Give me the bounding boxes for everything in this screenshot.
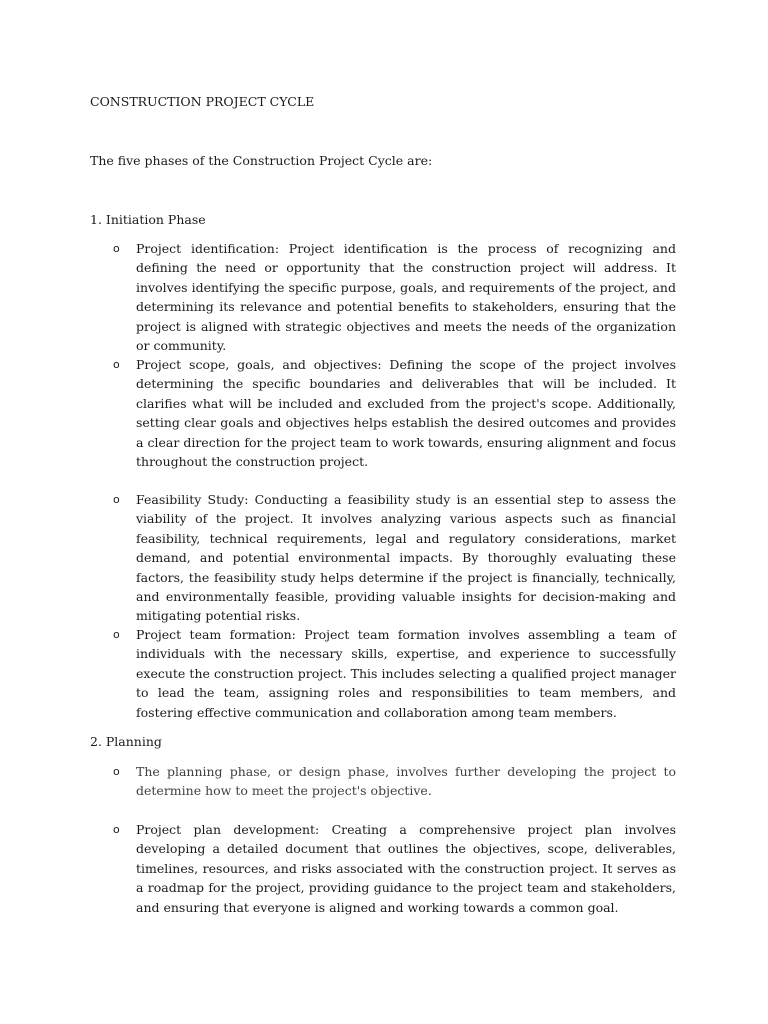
list-item: [110, 820, 676, 917]
list-item-text: Feasibility Study: Conducting a feasibility study is an essential step to assess the viability of the project. It involves analyzing various aspects such as financial feasibility, technical requirements, legal and regulatory considerations, market demand, and potential environmental impacts. By thoroughly evaluating these factors, the feasibility study helps determine if the project is financially, technically, and environmentally feasible, providing valuable insights for decision-making and mitigating potential risks.: [136, 492, 676, 624]
document-title: CONSTRUCTION PROJECT CYCLE: [90, 94, 315, 109]
list-item: [110, 762, 676, 801]
list-item: [110, 355, 676, 471]
section-heading-initiation: 1. Initiation Phase: [90, 212, 206, 227]
list-item: [110, 239, 676, 355]
bullet-icon: o: [113, 628, 120, 641]
intro-paragraph: The five phases of the Construction Project Cycle are:: [90, 153, 433, 168]
list-item: [110, 625, 676, 722]
list-item: [110, 490, 676, 626]
list-item-text: Project plan development: Creating a comprehensive project plan involves developing a detailed document that outlines the objectives, scope, deliverables, timelines, resources, and risks associated with the construction project. It serves as a roadmap for the project, providing guidance to the project team and stakeholders, and ensuring that everyone is aligned and working towards a common goal.: [136, 822, 676, 915]
list-item-text: Project team formation: Project team formation involves assembling a team of individuals with the necessary skills, expertise, and experience to successfully execute the construction project. This includes selecting a qualified project manager to lead the team, assigning roles and responsibilities to team members, and fostering effective communication and collaboration among team members.: [136, 627, 676, 720]
bullet-icon: o: [113, 493, 120, 506]
section-heading-planning: 2. Planning: [90, 734, 162, 749]
list-item-text: Project identification: Project identification is the process of recognizing and defining the need or opportunity that the construction project will address. It involves identifying the specific purpose, goals, and requirements of the project, and determining its relevance and potential benefits to stakeholders, ensuring that the project is aligned with strategic objectives and meets the needs of the organization or community.: [136, 241, 676, 354]
list-item-text: The planning phase, or design phase, involves further developing the project to determine how to meet the project's objective.: [136, 764, 676, 799]
bullet-icon: o: [113, 765, 120, 778]
bullet-icon: o: [113, 242, 120, 255]
list-item-text: Project scope, goals, and objectives: Defining the scope of the project involves determining the specific boundaries and deliverables that will be included. It clarifies what will be included and excluded from the project's scope. Additionally, setting clear goals and objectives helps establish the desired outcomes and provides a clear direction for the project team to work towards, ensuring alignment and focus throughout the construction project.: [136, 357, 676, 470]
bullet-icon: o: [113, 358, 120, 371]
bullet-icon: o: [113, 823, 120, 836]
